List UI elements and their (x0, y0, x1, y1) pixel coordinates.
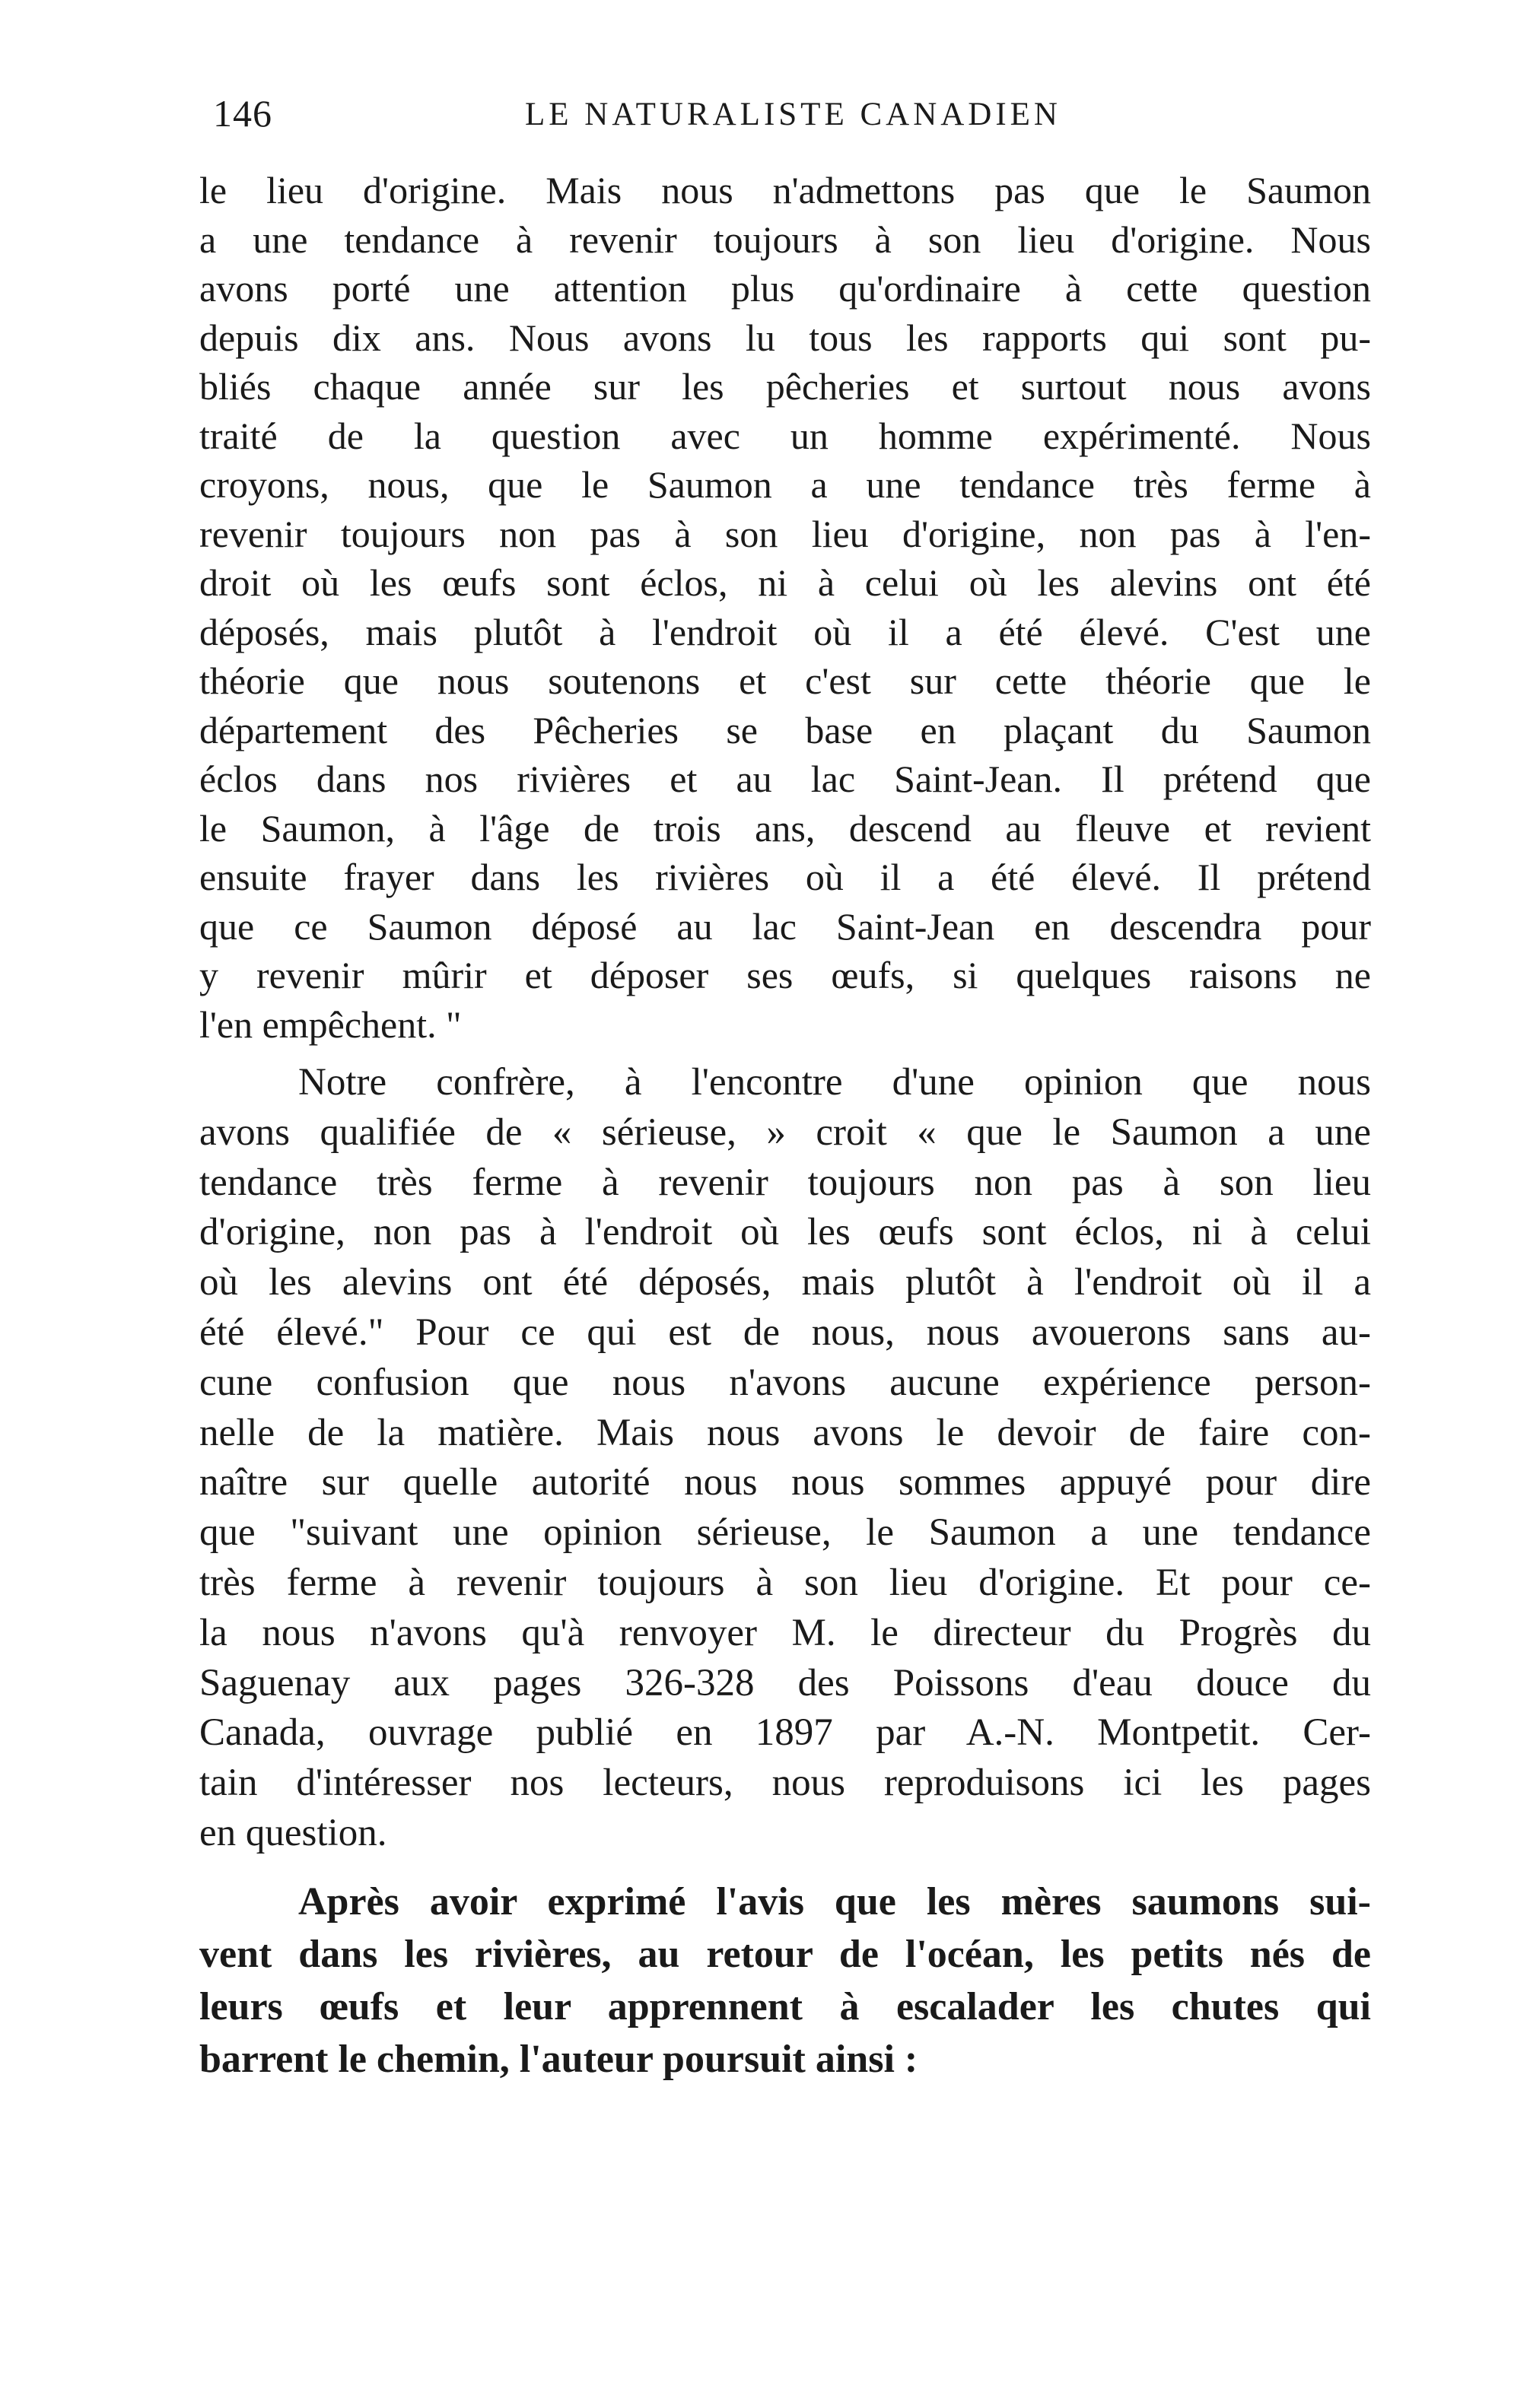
text-line: ensuite frayer dans les rivières où il a été élevé. Il prétend (199, 856, 1371, 898)
text-line: département des Pêcheries se base en plaçant du Saumon (199, 708, 1371, 751)
text-line: avons qualifiée de « sérieuse, » croit « que le Saumon a une (199, 1110, 1371, 1154)
text-line: Notre confrère, à l'encontre d'une opinion que nous (298, 1061, 1371, 1104)
body-text (199, 166, 1371, 2086)
text-line: leurs œufs et leur apprennent à escalader les chutes qui (199, 1984, 1371, 2028)
text-line: théorie que nous soutenons et c'est sur cette théorie que le (199, 659, 1371, 702)
text-line: Après avoir exprimé l'avis que les mères saumons sui- (298, 1879, 1371, 1924)
text-line: revenir toujours non pas à son lieu d'origine, non pas à l'en- (199, 512, 1371, 555)
text-line: y revenir mûrir et déposer ses œufs, si quelques raisons ne (199, 954, 1371, 996)
running-title: LE NATURALISTE CANADIEN (525, 97, 1061, 132)
text-line: bliés chaque année sur les pêcheries et surtout nous avons (199, 365, 1371, 408)
text-line: que "suivant une opinion sérieuse, le Saumon a une tendance (199, 1511, 1371, 1555)
text-line: tain d'intéresser nos lecteurs, nous reproduisons ici les pages (199, 1762, 1371, 1805)
text-line: que ce Saumon déposé au lac Saint-Jean en descendra pour (199, 904, 1371, 948)
text-line: Saguenay aux pages 326-328 des Poissons d'eau douce du (199, 1661, 1371, 1704)
text-line: cune confusion que nous n'avons aucune expérience person- (199, 1361, 1371, 1404)
text-line: le Saumon, à l'âge de trois ans, descend au fleuve et revient (199, 806, 1371, 850)
paragraph-1 (199, 166, 1371, 1049)
paragraph-2 (199, 1058, 1371, 1859)
text-line: nelle de la matière. Mais nous avons le devoir de faire con- (199, 1411, 1371, 1454)
text-line: croyons, nous, que le Saumon a une tendance très ferme à (199, 463, 1371, 506)
text-line: éclos dans nos rivières et au lac Saint-Jean. Il prétend que (199, 758, 1371, 800)
text-line: traité de la question avec un homme expérimenté. Nous (199, 414, 1371, 457)
text-line: depuis dix ans. Nous avons lu tous les rapports qui sont pu- (199, 316, 1371, 359)
text-line: la nous n'avons qu'à renvoyer M. le directeur du Progrès du (199, 1611, 1371, 1654)
text-line: vent dans les rivières, au retour de l'océan, les petits nés de (199, 1932, 1371, 1976)
text-line: le lieu d'origine. Mais nous n'admettons pas que le Saumon (199, 169, 1371, 211)
text-line: d'origine, non pas à l'endroit où les œufs sont éclos, ni à celui (199, 1211, 1371, 1254)
text-line: été élevé." Pour ce qui est de nous, nous avouerons sans au- (199, 1310, 1371, 1354)
text-line: déposés, mais plutôt à l'endroit où il a été élevé. C'est une (199, 610, 1371, 653)
text-line: barrent le chemin, l'auteur poursuit ainsi : (199, 2037, 918, 2081)
paragraph-3 (199, 1876, 1371, 2086)
text-line: très ferme à revenir toujours à son lieu d'origine. Et pour ce- (199, 1561, 1371, 1604)
text-line: Canada, ouvrage publié en 1897 par A.-N. Montpetit. Cer- (199, 1711, 1371, 1755)
text-line: tendance très ferme à revenir toujours non pas à son lieu (199, 1161, 1371, 1204)
page-number: 146 (213, 92, 272, 135)
text-line: où les alevins ont été déposés, mais plutôt à l'endroit où il a (199, 1261, 1371, 1304)
text-line: avons porté une attention plus qu'ordinaire à cette question (199, 267, 1371, 310)
text-line: naître sur quelle autorité nous nous sommes appuyé pour dire (199, 1461, 1371, 1504)
text-line: a une tendance à revenir toujours à son lieu d'origine. Nous (199, 218, 1371, 261)
text-line: en question. (199, 1811, 387, 1854)
text-line: droit où les œufs sont éclos, ni à celui où les alevins ont été (199, 561, 1371, 604)
text-line: l'en empêchent. " (199, 1002, 462, 1046)
page-header (205, 91, 1392, 145)
